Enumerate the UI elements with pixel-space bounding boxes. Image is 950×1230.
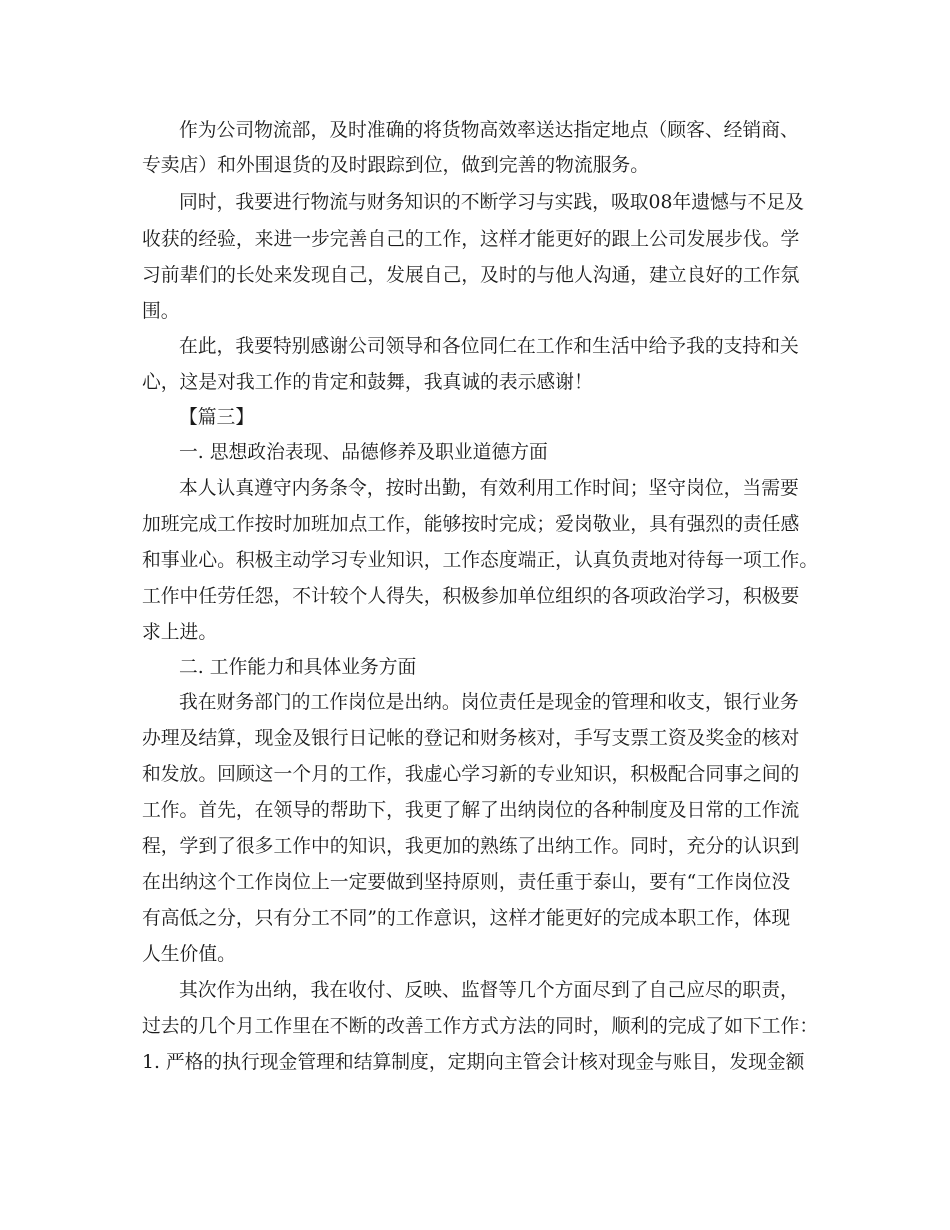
paragraph-line: 人生价值。 (142, 944, 236, 965)
paragraph-line: 工作。首先，在领导的帮助下，我更了解了出纳岗位的各种制度及日常的工作流 (142, 800, 800, 821)
paragraph-line: 在出纳这个工作岗位上一定要做到坚持原则，责任重于泰山，要有“工作岗位没 (142, 872, 791, 893)
paragraph-line: 工作中任劳任怨，不计较个人得失，积极参加单位组织的各项政治学习，积极要 (142, 586, 800, 607)
paragraph-line: 本人认真遵守内务条令，按时出勤，有效利用工作时间；坚守岗位，当需要 (179, 478, 799, 499)
section-heading: 二. 工作能力和具体业务方面 (179, 657, 417, 678)
paragraph-line: 专卖店）和外围退货的及时跟踪到位，做到完善的物流服务。 (142, 155, 650, 176)
section-heading: 【篇三】 (179, 407, 255, 428)
paragraph-line: 习前辈们的长处来发现自己，发展自己，及时的与他人沟通，建立良好的工作氛 (142, 265, 800, 286)
paragraph-line: 加班完成工作按时加班加点工作，能够按时完成；爱岗敬业，具有强烈的责任感 (142, 514, 800, 535)
paragraph-line: 收获的经验，来进一步完善自己的工作，这样才能更好的跟上公司发展步伐。学 (142, 229, 800, 250)
paragraph-line: 办理及结算，现金及银行日记帐的登记和财务核对，手写支票工资及奖金的核对 (142, 728, 800, 749)
paragraph-line: 求上进。 (142, 622, 218, 643)
paragraph-line: 围。 (142, 301, 180, 322)
section-heading: 一. 思想政治表现、品德修养及职业道德方面 (179, 442, 548, 463)
paragraph-line: 和发放。回顾这一个月的工作，我虚心学习新的专业知识，积极配合同事之间的 (142, 764, 800, 785)
paragraph-line: 有高低之分，只有分工不同”的工作意识，这样才能更好的完成本职工作，体现 (142, 908, 791, 929)
paragraph-line: 我在财务部门的工作岗位是出纳。岗位责任是现金的管理和收支，银行业务 (179, 692, 799, 713)
paragraph-line: 作为公司物流部，及时准确的将货物高效率送达指定地点（顾客、经销商、 (179, 120, 799, 141)
paragraph-line: 程，学到了很多工作中的知识，我更加的熟练了出纳工作。同时，充分的认识到 (142, 836, 800, 857)
paragraph-line: 同时，我要进行物流与财务知识的不断学习与实践，吸取08年遗憾与不足及 (179, 192, 804, 213)
paragraph-line: 过去的几个月工作里在不断的改善工作方式方法的同时，顺利的完成了如下工作： (142, 1016, 819, 1037)
paragraph-line: 和事业心。积极主动学习专业知识，工作态度端正，认真负责地对待每一项工作。 (142, 550, 819, 571)
paragraph-line: 心，这是对我工作的肯定和鼓舞，我真诚的表示感谢！ (142, 372, 593, 393)
paragraph-line: 在此，我要特别感谢公司领导和各位同仁在工作和生活中给予我的支持和关 (179, 336, 799, 357)
paragraph-line: 其次作为出纳，我在收付、反映、监督等几个方面尽到了自己应尽的职责， (179, 980, 799, 1001)
paragraph-line: 1. 严格的执行现金管理和结算制度，定期向主管会计核对现金与账目，发现金额 (142, 1052, 805, 1073)
